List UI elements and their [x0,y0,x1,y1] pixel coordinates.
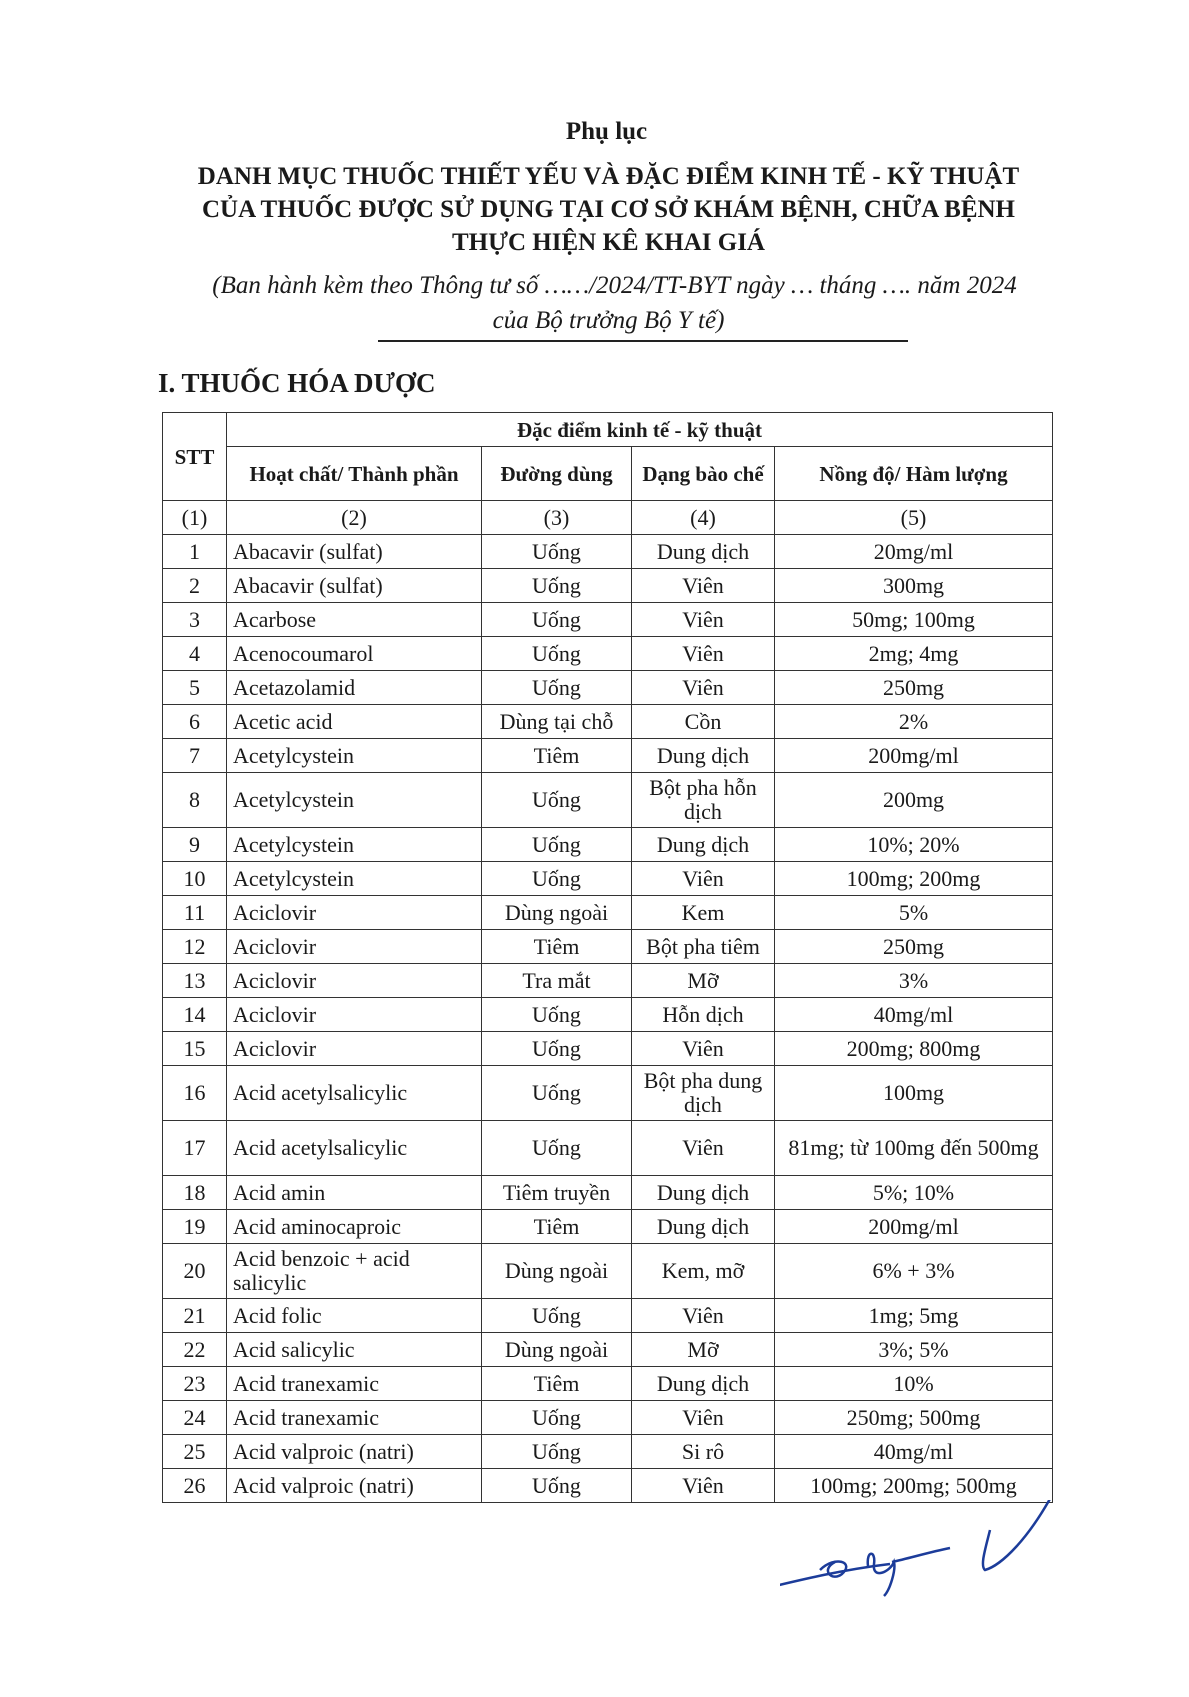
dosage-form-cell: Bột pha tiêm [632,930,775,964]
col-header-strength: Nồng độ/ Hàm lượng [775,447,1053,501]
ingredient-cell: Acid tranexamic [227,1367,482,1401]
dosage-form-cell: Si rô [632,1435,775,1469]
stt-cell: 6 [163,705,227,739]
col-number: (5) [775,501,1053,535]
strength-cell: 50mg; 100mg [775,603,1053,637]
dosage-form-cell: Hỗn dịch [632,998,775,1032]
stt-cell: 12 [163,930,227,964]
ingredient-cell: Acetylcystein [227,862,482,896]
route-cell: Uống [482,1032,632,1066]
document-title [14,160,1189,259]
strength-cell: 200mg/ml [775,1210,1053,1244]
dosage-form-cell: Viên [632,637,775,671]
stt-cell: 1 [163,535,227,569]
table-row [163,1367,1053,1401]
ingredient-cell: Acid salicylic [227,1333,482,1367]
table-row [163,1469,1053,1503]
table-row [163,998,1053,1032]
stt-cell: 21 [163,1299,227,1333]
route-cell: Uống [482,569,632,603]
dosage-form-cell: Dung dịch [632,1367,775,1401]
table-row [163,535,1053,569]
stt-cell: 13 [163,964,227,998]
ingredient-cell: Aciclovir [227,896,482,930]
stt-cell: 9 [163,828,227,862]
route-cell: Uống [482,1299,632,1333]
table-row [163,773,1053,828]
col-header-ingredient: Hoạt chất/ Thành phần [227,447,482,501]
strength-cell: 1mg; 5mg [775,1299,1053,1333]
dosage-form-cell: Viên [632,1469,775,1503]
dosage-form-cell: Bột pha dung dịch [632,1066,775,1121]
route-cell: Tra mắt [482,964,632,998]
stt-cell: 11 [163,896,227,930]
dosage-form-cell: Kem [632,896,775,930]
dosage-form-cell: Viên [632,569,775,603]
table-row [163,964,1053,998]
strength-cell: 250mg [775,671,1053,705]
strength-cell: 200mg/ml [775,739,1053,773]
group-header: Đặc điểm kinh tế - kỹ thuật [227,413,1053,447]
ingredient-cell: Aciclovir [227,964,482,998]
dosage-form-cell: Viên [632,1032,775,1066]
ingredient-cell: Acarbose [227,603,482,637]
route-cell: Uống [482,535,632,569]
table-row [163,930,1053,964]
table-row [163,828,1053,862]
dosage-form-cell: Kem, mỡ [632,1244,775,1299]
col-number: (3) [482,501,632,535]
table-row [163,1032,1053,1066]
route-cell: Uống [482,1121,632,1176]
route-cell: Uống [482,1469,632,1503]
dosage-form-cell: Viên [632,1401,775,1435]
dosage-form-cell: Viên [632,1121,775,1176]
strength-cell: 100mg [775,1066,1053,1121]
route-cell: Dùng tại chỗ [482,705,632,739]
route-cell: Tiêm [482,739,632,773]
table-body [163,535,1053,1503]
stt-cell: 20 [163,1244,227,1299]
ingredient-cell: Acid aminocaproic [227,1210,482,1244]
strength-cell: 250mg [775,930,1053,964]
dosage-form-cell: Viên [632,603,775,637]
ingredient-cell: Aciclovir [227,930,482,964]
strength-cell: 10% [775,1367,1053,1401]
ingredient-cell: Acetylcystein [227,739,482,773]
ingredient-cell: Acid folic [227,1299,482,1333]
route-cell: Uống [482,1066,632,1121]
route-cell: Uống [482,862,632,896]
stt-cell: 10 [163,862,227,896]
route-cell: Uống [482,671,632,705]
table-row [163,569,1053,603]
strength-cell: 300mg [775,569,1053,603]
strength-cell: 5%; 10% [775,1176,1053,1210]
stt-cell: 8 [163,773,227,828]
dosage-form-cell: Viên [632,671,775,705]
subtitle-line-2: của Bộ trưởng Bộ Y tế) [492,307,725,334]
route-cell: Tiêm [482,1367,632,1401]
table-row [163,705,1053,739]
ingredient-cell: Acid amin [227,1176,482,1210]
table-row [163,637,1053,671]
table-row [163,603,1053,637]
ingredient-cell: Acid valproic (natri) [227,1435,482,1469]
strength-cell: 2mg; 4mg [775,637,1053,671]
table-row [163,1333,1053,1367]
stt-cell: 16 [163,1066,227,1121]
ingredient-cell: Acid acetylsalicylic [227,1121,482,1176]
route-cell: Dùng ngoài [482,1244,632,1299]
strength-cell: 3% [775,964,1053,998]
stt-cell: 19 [163,1210,227,1244]
dosage-form-cell: Viên [632,862,775,896]
ingredient-cell: Abacavir (sulfat) [227,535,482,569]
route-cell: Uống [482,1401,632,1435]
table-row [163,1435,1053,1469]
ingredient-cell: Acid benzoic + acid salicylic [227,1244,482,1299]
ingredient-cell: Acetylcystein [227,773,482,828]
col-number: (4) [632,501,775,535]
strength-cell: 100mg; 200mg [775,862,1053,896]
table-row [163,896,1053,930]
route-cell: Uống [482,773,632,828]
ingredient-cell: Aciclovir [227,998,482,1032]
stt-cell: 22 [163,1333,227,1367]
title-line-3: THỰC HIỆN KÊ KHAI GIÁ [451,229,765,256]
stt-cell: 18 [163,1176,227,1210]
appendix-title: Phụ lục [565,118,648,145]
route-cell: Tiêm [482,1210,632,1244]
ingredient-cell: Acid tranexamic [227,1401,482,1435]
table-row [163,671,1053,705]
ingredient-cell: Acid valproic (natri) [227,1469,482,1503]
table-row [163,1121,1053,1176]
route-cell: Uống [482,637,632,671]
signature-3 [983,1500,1060,1570]
stt-cell: 4 [163,637,227,671]
strength-cell: 20mg/ml [775,535,1053,569]
stt-cell: 17 [163,1121,227,1176]
table-row [163,1176,1053,1210]
stt-cell: 2 [163,569,227,603]
stt-cell: 14 [163,998,227,1032]
dosage-form-cell: Dung dịch [632,1176,775,1210]
stt-cell: 26 [163,1469,227,1503]
dosage-form-cell: Dung dịch [632,535,775,569]
stt-header: STT [163,413,227,501]
strength-cell: 250mg; 500mg [775,1401,1053,1435]
route-cell: Uống [482,1435,632,1469]
route-cell: Dùng ngoài [482,896,632,930]
dosage-form-cell: Dung dịch [632,828,775,862]
table-row [163,1299,1053,1333]
route-cell: Uống [482,828,632,862]
dosage-form-cell: Bột pha hỗn dịch [632,773,775,828]
strength-cell: 5% [775,896,1053,930]
strength-cell: 40mg/ml [775,1435,1053,1469]
col-header-route: Đường dùng [482,447,632,501]
title-line-1: DANH MỤC THUỐC THIẾT YẾU VÀ ĐẶC ĐIỂM KINH TẾ - KỸ THUẬT [197,163,1020,190]
ingredient-cell: Aciclovir [227,1032,482,1066]
ingredient-cell: Acetazolamid [227,671,482,705]
strength-cell: 3%; 5% [775,1333,1053,1367]
strength-cell: 2% [775,705,1053,739]
dosage-form-cell: Mỡ [632,964,775,998]
ingredient-cell: Acetic acid [227,705,482,739]
signature-2 [868,1548,950,1596]
initials-signatures [780,1500,1160,1620]
route-cell: Tiêm truyền [482,1176,632,1210]
route-cell: Tiêm [482,930,632,964]
stt-cell: 3 [163,603,227,637]
table-row [163,1401,1053,1435]
ingredient-cell: Acenocoumarol [227,637,482,671]
dosage-form-cell: Dung dịch [632,1210,775,1244]
dosage-form-cell: Viên [632,1299,775,1333]
col-number: (2) [227,501,482,535]
drug-table [162,412,1053,1503]
strength-cell: 200mg [775,773,1053,828]
strength-cell: 81mg; từ 100mg đến 500mg [775,1121,1053,1176]
subtitle-line-1: (Ban hành kèm theo Thông tư số ……/2024/TT-BYT ngày … tháng …. năm 2024 [212,272,1017,299]
dosage-form-cell: Dung dịch [632,739,775,773]
ingredient-cell: Acid acetylsalicylic [227,1066,482,1121]
route-cell: Uống [482,603,632,637]
stt-cell: 7 [163,739,227,773]
ingredient-cell: Abacavir (sulfat) [227,569,482,603]
stt-cell: 15 [163,1032,227,1066]
strength-cell: 10%; 20% [775,828,1053,862]
table-row [163,739,1053,773]
strength-cell: 40mg/ml [775,998,1053,1032]
col-header-dosage-form: Dạng bào chế [632,447,775,501]
route-cell: Dùng ngoài [482,1333,632,1367]
title-line-2: CỦA THUỐC ĐƯỢC SỬ DỤNG TẠI CƠ SỞ KHÁM BỆNH, CHỮA BỆNH [201,196,1016,223]
strength-cell: 100mg; 200mg; 500mg [775,1469,1053,1503]
stt-cell: 5 [163,671,227,705]
dosage-form-cell: Cồn [632,705,775,739]
strength-cell: 200mg; 800mg [775,1032,1053,1066]
dosage-form-cell: Mỡ [632,1333,775,1367]
table-row [163,862,1053,896]
stt-cell: 25 [163,1435,227,1469]
table-row [163,1244,1053,1299]
section-title: I. THUỐC HÓA DƯỢC [158,368,436,398]
table-row [163,1066,1053,1121]
route-cell: Uống [482,998,632,1032]
ingredient-cell: Acetylcystein [227,828,482,862]
table-row [163,1210,1053,1244]
stt-cell: 24 [163,1401,227,1435]
stt-cell: 23 [163,1367,227,1401]
col-number: (1) [163,501,227,535]
strength-cell: 6% + 3% [775,1244,1053,1299]
divider [378,340,908,342]
